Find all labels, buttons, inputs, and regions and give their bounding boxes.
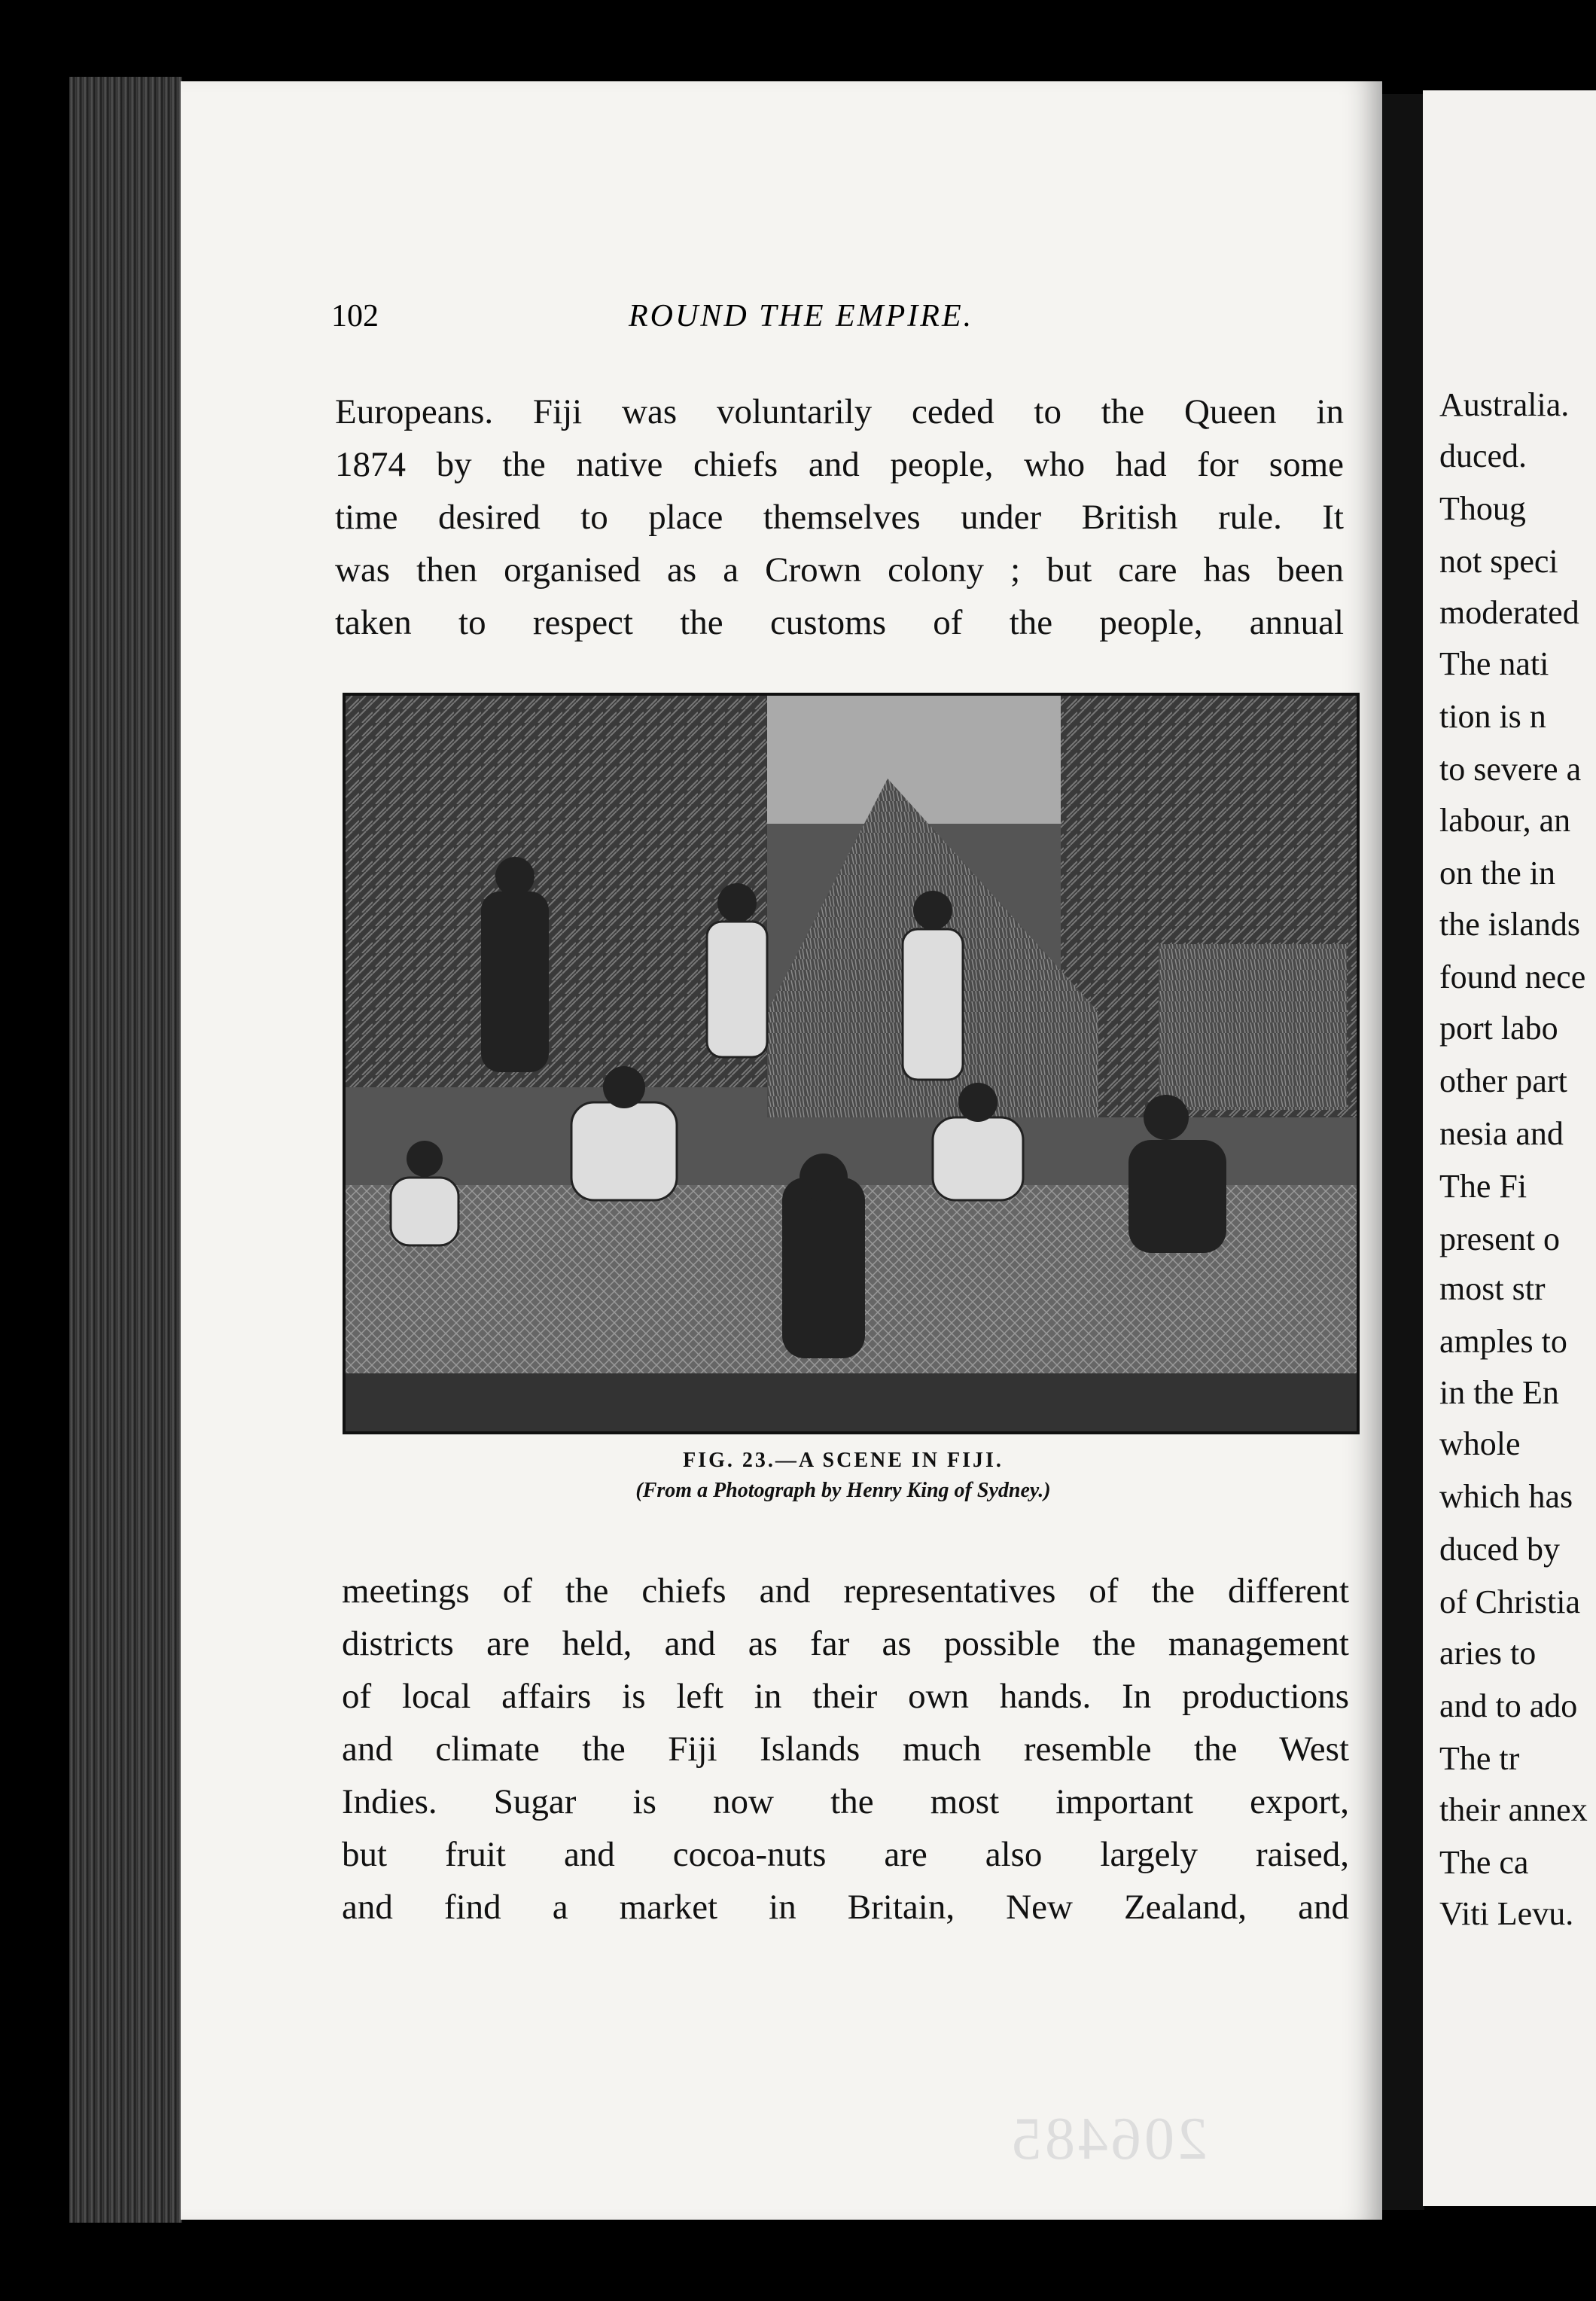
book-page-edges <box>69 77 182 2223</box>
text-line: whole <box>1439 1425 1521 1462</box>
figure-credit: (From a Photograph by Henry King of Sydney.) <box>635 1479 1051 1502</box>
text-line: The ca <box>1439 1844 1529 1881</box>
text-line: and to ado <box>1439 1687 1578 1724</box>
text-line: Indies. Sugar is now the most important export, <box>342 1782 1349 1821</box>
text-line: duced. <box>1439 437 1527 474</box>
book-gutter <box>1382 94 1424 2210</box>
text-line: which has <box>1439 1478 1573 1515</box>
text-block-bottom <box>342 1565 1349 1934</box>
text-line: in the En <box>1439 1374 1559 1411</box>
page-number: 102 <box>331 299 379 334</box>
text-line: labour, an <box>1439 802 1571 839</box>
text-line: Viti Levu. <box>1439 1895 1574 1932</box>
text-line: not speci <box>1439 543 1558 580</box>
text-line: tion is n <box>1439 698 1546 735</box>
book-title: ROUND THE EMPIRE. <box>629 299 974 334</box>
text-line: districts are held, and as far as possible the management <box>342 1624 1349 1663</box>
text-line: but fruit and cocoa-nuts are also largely raised, <box>342 1835 1349 1874</box>
text-line: The Fi <box>1439 1168 1527 1205</box>
text-line: aries to <box>1439 1635 1537 1672</box>
library-stamp-bleedthrough: 206485 <box>1009 2106 1208 2172</box>
text-line: duced by <box>1439 1531 1561 1568</box>
text-line: Thoug <box>1439 490 1526 527</box>
text-line: to severe a <box>1439 751 1582 788</box>
text-line: found nece <box>1439 958 1586 995</box>
right-page <box>1423 90 1596 2206</box>
fiji-scene-illustration <box>346 696 1357 1431</box>
text-line: moderated <box>1439 594 1579 631</box>
text-line: meetings of the chiefs and representatives of the different <box>342 1571 1349 1611</box>
text-line: 1874 by the native chiefs and people, who had for some <box>335 445 1344 484</box>
figure-caption: FIG. 23.—A SCENE IN FIJI. <box>683 1449 1004 1472</box>
text-line: most str <box>1439 1270 1546 1307</box>
text-line: their annex <box>1439 1791 1588 1828</box>
text-line: The nati <box>1439 645 1549 682</box>
text-line: The tr <box>1439 1740 1520 1777</box>
left-page <box>181 81 1382 2220</box>
text-block-top <box>335 386 1344 649</box>
text-line: of Christia <box>1439 1583 1580 1620</box>
text-line: and climate the Fiji Islands much resemble the West <box>342 1730 1349 1769</box>
text-line: was then organised as a Crown colony ; but care has been <box>335 550 1344 590</box>
text-line: nesia and <box>1439 1115 1564 1152</box>
text-line: time desired to place themselves under British rule. It <box>335 498 1344 537</box>
text-line: the islands <box>1439 906 1580 943</box>
text-line: other part <box>1439 1062 1567 1099</box>
text-line: port labo <box>1439 1010 1558 1047</box>
text-line: amples to <box>1439 1323 1567 1360</box>
text-line: Australia. <box>1439 386 1570 423</box>
text-line: present o <box>1439 1221 1561 1257</box>
text-line: taken to respect the customs of the people, annual <box>335 603 1344 642</box>
text-line: and find a market in Britain, New Zealand, and <box>342 1888 1349 1927</box>
text-line: on the in <box>1439 855 1555 891</box>
figure-photograph <box>343 693 1360 1434</box>
text-line: of local affairs is left in their own hands. In productions <box>342 1677 1349 1716</box>
text-line: Europeans. Fiji was voluntarily ceded to the Queen in <box>335 392 1344 431</box>
